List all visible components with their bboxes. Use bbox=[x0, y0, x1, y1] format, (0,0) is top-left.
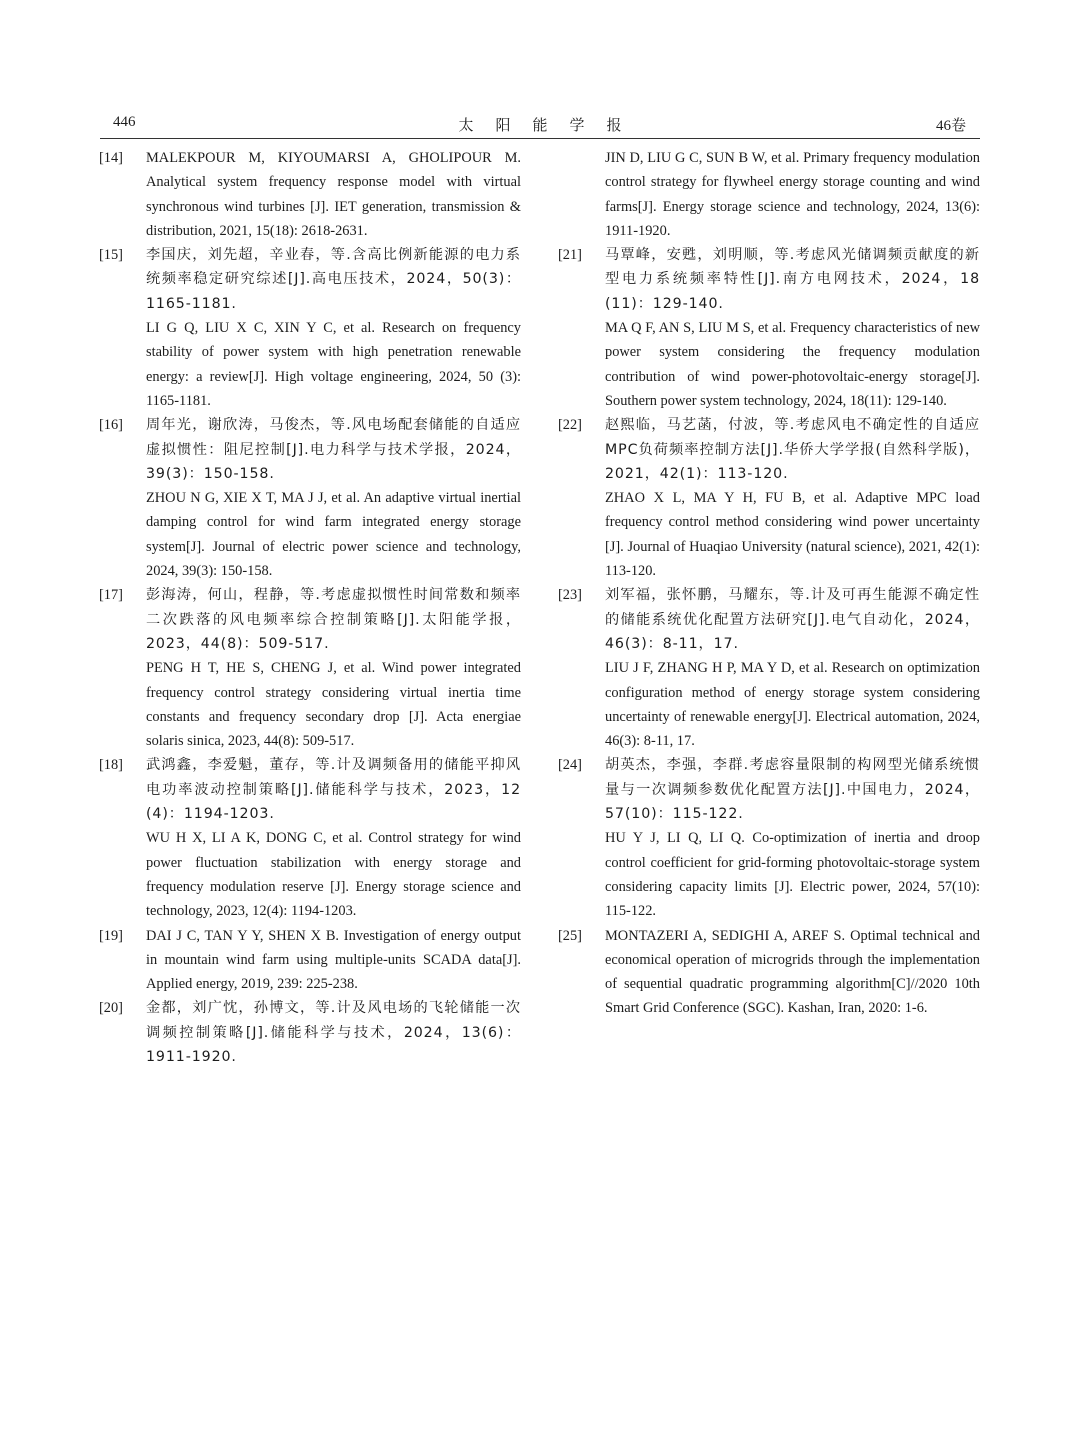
reference-english-text: JIN D, LIU G C, SUN B W, et al. Primary frequency modulation control strategy for flywheel energy storage counting and wind farms[J]. Energy storage science and technology, 2024, 13(6): 1911-1920. bbox=[605, 150, 980, 239]
reference-number: [22] bbox=[558, 417, 582, 434]
reference-english-text: MA Q F, AN S, LIU M S, et al. Frequency characteristics of new power system considering the frequency modulation contribution of wind power-photovoltaic-energy storage[J]. Southern power system technology, 2024, 18(11): 129-140. bbox=[605, 320, 980, 409]
reference-english-text: WU H X, LI A K, DONG C, et al. Control strategy for wind power fluctuation stabilization with energy storage and frequency modulation reserve [J]. Energy storage science and technology, 2023, 12(4): 1194-1203. bbox=[146, 830, 521, 920]
references-left-column bbox=[99, 146, 521, 1069]
reference-english-text: HU Y J, LI Q, LI Q. Co-optimization of inertia and droop control coefficient for grid-forming photovoltaic-storage system considering capacity limits [J]. Electric power, 2024, 57(10): 115-122. bbox=[605, 830, 980, 920]
reference-english-text: ZHAO X L, MA Y H, FU B, et al. Adaptive MPC load frequency control method considering wind power uncertainty [J]. Journal of Huaqiao University (natural science), 2021, 42(1): 113-120. bbox=[605, 490, 980, 580]
reference-chinese-text: 胡英杰，李强，李群.考虑容量限制的构网型光储系统惯量与一次调频参数优化配置方法[J].中国电力，2024，57(10)：115-122. bbox=[605, 757, 980, 823]
reference-number: [19] bbox=[99, 927, 123, 944]
reference-number: [17] bbox=[99, 587, 123, 604]
reference-chinese-text: 彭海涛，何山，程静，等.考虑虚拟惯性时间常数和频率二次跌落的风电频率综合控制策略[J].太阳能学报，2023，44(8)：509-517. bbox=[146, 587, 521, 652]
reference-chinese-text: 金都，刘广忱，孙博文，等.计及风电场的飞轮储能一次调频控制策略[J].储能科学与技术，2024，13(6)：1911-1920. bbox=[146, 1000, 521, 1065]
reference-item-23 bbox=[558, 583, 980, 753]
page-header bbox=[100, 112, 980, 139]
reference-chinese-text: 武鸿鑫，李爱魁，董存，等.计及调频备用的储能平抑风电功率波动控制策略[J].储能科学与技术，2023，12 (4)：1194-1203. bbox=[146, 757, 521, 823]
reference-item-24 bbox=[558, 753, 980, 923]
reference-english-text: LI G Q, LIU X C, XIN Y C, et al. Research on frequency stability of power system with high penetration renewable energy: a review[J]. High voltage engineering, 2024, 50 (3): 1165-1181. bbox=[146, 320, 521, 409]
reference-number: [24] bbox=[558, 757, 582, 774]
reference-item-15 bbox=[99, 243, 521, 413]
reference-chinese-text: 刘军福，张怀鹏，马耀东，等.计及可再生能源不确定性的储能系统优化配置方法研究[J].电气自动化，2024，46(3)：8-11，17. bbox=[605, 587, 980, 652]
reference-item-14 bbox=[99, 146, 521, 243]
reference-item-18 bbox=[99, 753, 521, 923]
reference-item-21 bbox=[558, 243, 980, 413]
page-number: 446 bbox=[113, 114, 136, 130]
reference-number: [25] bbox=[558, 927, 582, 944]
reference-item-16 bbox=[99, 413, 521, 583]
reference-number: [20] bbox=[99, 1000, 123, 1017]
reference-item-19 bbox=[99, 924, 521, 997]
reference-chinese-text: 李国庆，刘先超，辛业春，等.含高比例新能源的电力系统频率稳定研究综述[J].高电压技术，2024，50(3)：1165-1181. bbox=[146, 247, 521, 312]
volume-label: 46卷 bbox=[935, 118, 966, 134]
reference-number: [18] bbox=[99, 757, 123, 774]
reference-chinese-text: 马覃峰，安甦，刘明顺，等.考虑风光储调频贡献度的新型电力系统频率特性[J].南方电网技术，2024，18 (11)：129-140. bbox=[605, 247, 980, 312]
reference-chinese-text: 周年光，谢欣涛，马俊杰，等.风电场配套储能的自适应虚拟惯性：阻尼控制[J].电力科学与技术学报，2024，39(3)：150-158. bbox=[146, 417, 521, 482]
reference-english-text: DAI J C, TAN Y Y, SHEN X B. Investigation of energy output in mountain wind farm using multiple-units SCADA data[J]. Applied energy, 2019, 239: 225-238. bbox=[146, 927, 521, 993]
reference-english-text: MALEKPOUR M, KIYOUMARSI A, GHOLIPOUR M. Analytical system frequency response model with virtual synchronous wind turbines [J]. IET generation, transmission & distribution, 2021, 15(18): 2618-2631. bbox=[146, 150, 521, 239]
reference-number: [21] bbox=[558, 247, 582, 264]
reference-item-25 bbox=[558, 924, 980, 1021]
reference-number: [15] bbox=[99, 247, 123, 264]
references-right-column bbox=[558, 146, 980, 1021]
reference-english-text: LIU J F, ZHANG H P, MA Y D, et al. Research on optimization configuration method of energy storage system considering uncertainty of renewable energy[J]. Electrical automation, 2024, 46(3): 8-11, 17. bbox=[605, 660, 980, 750]
journal-title: 太阳能学报 bbox=[458, 116, 644, 134]
reference-number: [23] bbox=[558, 587, 582, 604]
reference-item-20 bbox=[99, 996, 521, 1069]
reference-item-20-continued bbox=[558, 146, 980, 243]
reference-english-text: PENG H T, HE S, CHENG J, et al. Wind power integrated frequency control strategy considering virtual inertia time constants and frequency secondary drop [J]. Acta energiae solaris sinica, 2023, 44(8): 509-517. bbox=[146, 660, 521, 750]
reference-chinese-text: 赵熙临，马艺菡，付波，等.考虑风电不确定性的自适应MPC负荷频率控制方法[J].华侨大学学报(自然科学版)，2021，42(1)：113-120. bbox=[605, 417, 980, 482]
reference-english-text: MONTAZERI A, SEDIGHI A, AREF S. Optimal technical and economical operation of microgrids through the implementation of sequential quadratic programming algorithm[C]//2020 10th Smart Grid Conference (SGC). Kashan, Iran, 2020: 1-6. bbox=[605, 927, 980, 1017]
reference-english-text: ZHOU N G, XIE X T, MA J J, et al. An adaptive virtual inertial damping control for wind farm integrated energy storage system[J]. Journal of electric power science and technology, 2024, 39(3): 150-158. bbox=[146, 490, 521, 580]
reference-number: [14] bbox=[99, 150, 123, 166]
reference-number: [16] bbox=[99, 417, 123, 434]
reference-item-17 bbox=[99, 583, 521, 753]
reference-item-22 bbox=[558, 413, 980, 583]
